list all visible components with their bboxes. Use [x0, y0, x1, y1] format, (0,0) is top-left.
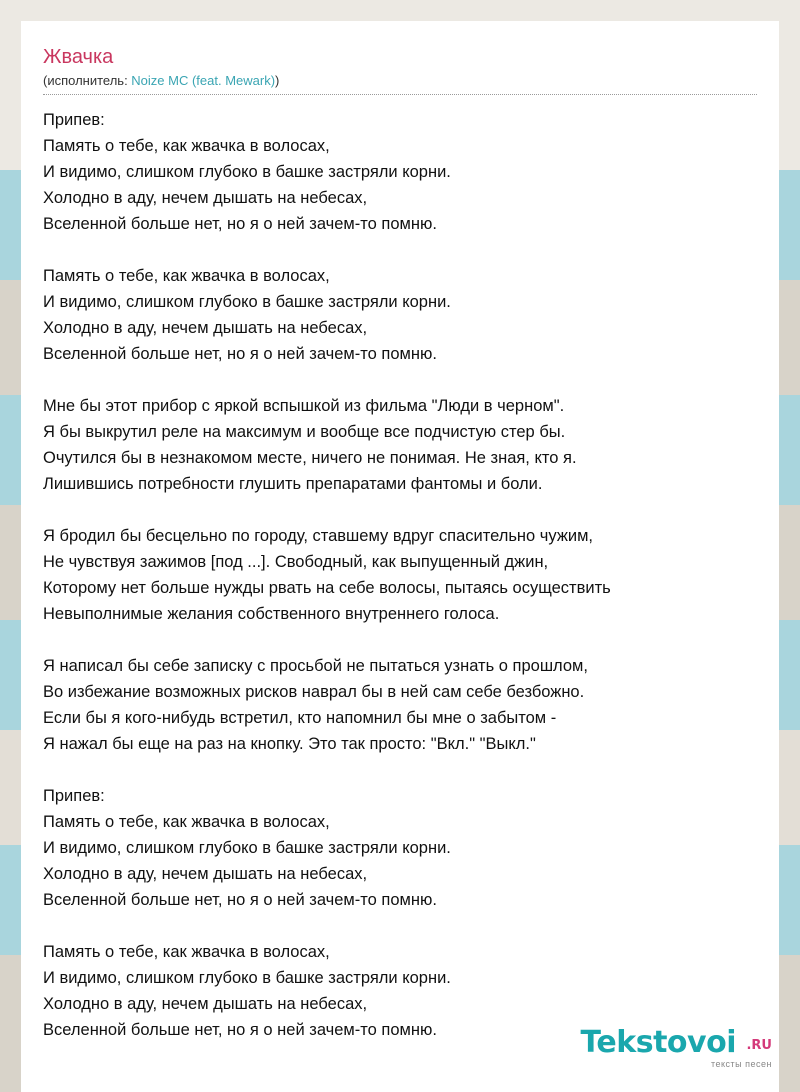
lyric-line: Я бы выкрутил реле на максимум и вообще все подчистую стер бы.: [43, 423, 566, 441]
logo-domain: .RU: [746, 1038, 772, 1053]
lyric-line: И видимо, слишком глубоко в башке застряли корни.: [43, 969, 451, 987]
lyric-line: Очутился бы в незнакомом месте, ничего не понимая. Не зная, кто я.: [43, 449, 577, 467]
divider: [43, 94, 757, 95]
lyric-line: Лишившись потребности глушить препаратами фантомы и боли.: [43, 475, 543, 493]
logo-tagline: тексты песен: [710, 1059, 772, 1069]
lyric-line: Холодно в аду, нечем дышать на небесах,: [43, 189, 368, 207]
lyric-line: Вселенной больше нет, но я о ней зачем-то помню.: [43, 345, 437, 363]
lyric-line: Припев:: [43, 111, 105, 129]
logo-wordmark: Tekstovoi: [580, 1025, 736, 1060]
lyric-line: Я написал бы себе записку с просьбой не пытаться узнать о прошлом,: [43, 657, 588, 675]
stanza: [43, 523, 763, 627]
lyric-line: Память о тебе, как жвачка в волосах,: [43, 137, 330, 155]
lyrics-card: [21, 21, 779, 1092]
lyric-line: И видимо, слишком глубоко в башке застряли корни.: [43, 293, 451, 311]
lyric-line: И видимо, слишком глубоко в башке застряли корни.: [43, 839, 451, 857]
lyric-line: Вселенной больше нет, но я о ней зачем-то помню.: [43, 891, 437, 909]
lyric-line: Мне бы этот прибор с яркой вспышкой из фильма "Люди в черном".: [43, 397, 565, 415]
lyric-line: Холодно в аду, нечем дышать на небесах,: [43, 995, 368, 1013]
artist-prefix: (исполнитель:: [43, 73, 132, 88]
lyric-line: Вселенной больше нет, но я о ней зачем-то помню.: [43, 1021, 437, 1039]
stanza: [43, 653, 763, 757]
lyric-line: Если бы я кого-нибудь встретил, кто напомнил бы мне о забытом -: [43, 709, 557, 727]
stanza: [43, 107, 763, 237]
lyric-line: Холодно в аду, нечем дышать на небесах,: [43, 319, 368, 337]
site-logo[interactable]: [572, 1025, 772, 1075]
artist-line: [43, 73, 279, 89]
lyric-line: Холодно в аду, нечем дышать на небесах,: [43, 865, 368, 883]
lyric-line: Невыполнимые желания собственного внутреннего голоса.: [43, 605, 500, 623]
lyric-line: Припев:: [43, 787, 105, 805]
lyric-line: Которому нет больше нужды рвать на себе волосы, пытаясь осуществить: [43, 579, 611, 597]
lyric-line: Не чувствуя зажимов [под ...]. Свободный, как выпущенный джин,: [43, 553, 549, 571]
lyric-line: Память о тебе, как жвачка в волосах,: [43, 943, 330, 961]
lyric-line: Во избежание возможных рисков наврал бы в ней сам себе безбожно.: [43, 683, 585, 701]
stanza: [43, 393, 763, 497]
lyric-line: Я нажал бы еще на раз на кнопку. Это так просто: "Вкл." "Выкл.": [43, 735, 536, 753]
lyrics-text: [43, 107, 763, 1043]
stanza: [43, 783, 763, 913]
lyric-line: И видимо, слишком глубоко в башке застряли корни.: [43, 163, 451, 181]
lyric-line: Я бродил бы бесцельно по городу, ставшему вдруг спасительно чужим,: [43, 527, 594, 545]
stanza: [43, 263, 763, 367]
lyric-line: Память о тебе, как жвачка в волосах,: [43, 267, 330, 285]
song-title: Жвачка: [43, 46, 114, 68]
artist-suffix: ): [275, 73, 280, 88]
artist-link[interactable]: Noize MC (feat. Mewark): [131, 73, 276, 88]
lyric-line: Память о тебе, как жвачка в волосах,: [43, 813, 330, 831]
lyric-line: Вселенной больше нет, но я о ней зачем-то помню.: [43, 215, 437, 233]
